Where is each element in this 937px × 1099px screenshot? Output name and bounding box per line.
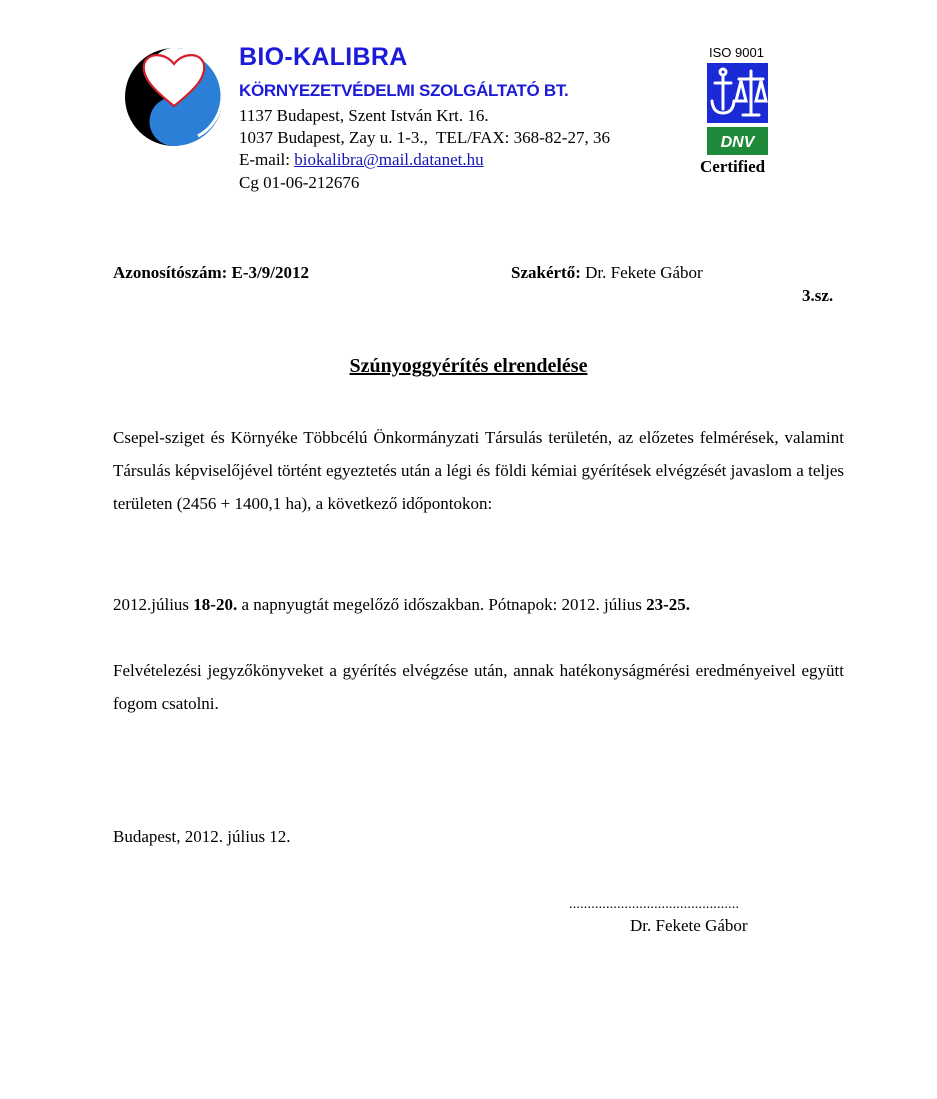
schedule-days: 18-20. (193, 595, 238, 614)
expert (511, 263, 703, 283)
expert-value: Dr. Fekete Gábor (585, 263, 703, 282)
schedule-date-prefix: 2012.július (113, 595, 194, 614)
id-label: Azonosítószám: (113, 263, 228, 282)
signature-line: .............................................. (569, 897, 740, 912)
body-paragraph-1: Csepel-sziget és Környéke Többcélú Önkormányzati Társulás területén, az előzetes felmérések, valamint Társulás képviselőjével történt egyeztetés után a légi és földi kémiai gyérítések elvégzését javaslom a teljes területen (2456 + 1400,1 ha), a következő időpontokon: (113, 428, 844, 513)
email-label: E-mail: (239, 150, 295, 169)
document-number: 3.sz. (802, 286, 834, 305)
schedule-middle: a napnyugtát megelőző időszakban. Pótnapok: 2012. július (237, 595, 647, 614)
address-line-2: 1037 Budapest, Zay u. 1-3., TEL/FAX: 368-82-27, 36 (239, 128, 610, 147)
schedule-paragraph (113, 588, 844, 621)
schedule-backup-days: 23-25. (646, 595, 691, 614)
iso-label: ISO 9001 (709, 45, 764, 60)
expert-label: Szakértő: (511, 263, 581, 282)
identification-number (113, 263, 309, 283)
company-subtitle: KÖRNYEZETVÉDELMI SZOLGÁLTATÓ BT. (239, 81, 569, 100)
registration-number: Cg 01-06-212676 (239, 173, 360, 192)
dnv-text: DNV (720, 134, 755, 151)
address-line-1: 1137 Budapest, Szent István Krt. 16. (239, 106, 489, 125)
dnv-certification-icon (707, 63, 768, 155)
signature-name: Dr. Fekete Gábor (630, 916, 748, 935)
place-and-date: Budapest, 2012. július 12. (113, 827, 291, 846)
body-paragraph-3: Felvételezési jegyzőkönyveket a gyérítés elvégzése után, annak hatékonyságmérési eredményeivel együtt fogom csatolni. (113, 661, 844, 713)
certified-label: Certified (700, 157, 766, 176)
company-name: BIO-KALIBRA (239, 43, 408, 71)
email-link[interactable]: biokalibra@mail.datanet.hu (294, 150, 484, 169)
email-line (239, 150, 484, 170)
document-title: Szúnyoggyérítés elrendelése (349, 355, 588, 377)
heart-yin-yang-logo (118, 46, 230, 148)
id-value: E-3/9/2012 (231, 263, 309, 282)
